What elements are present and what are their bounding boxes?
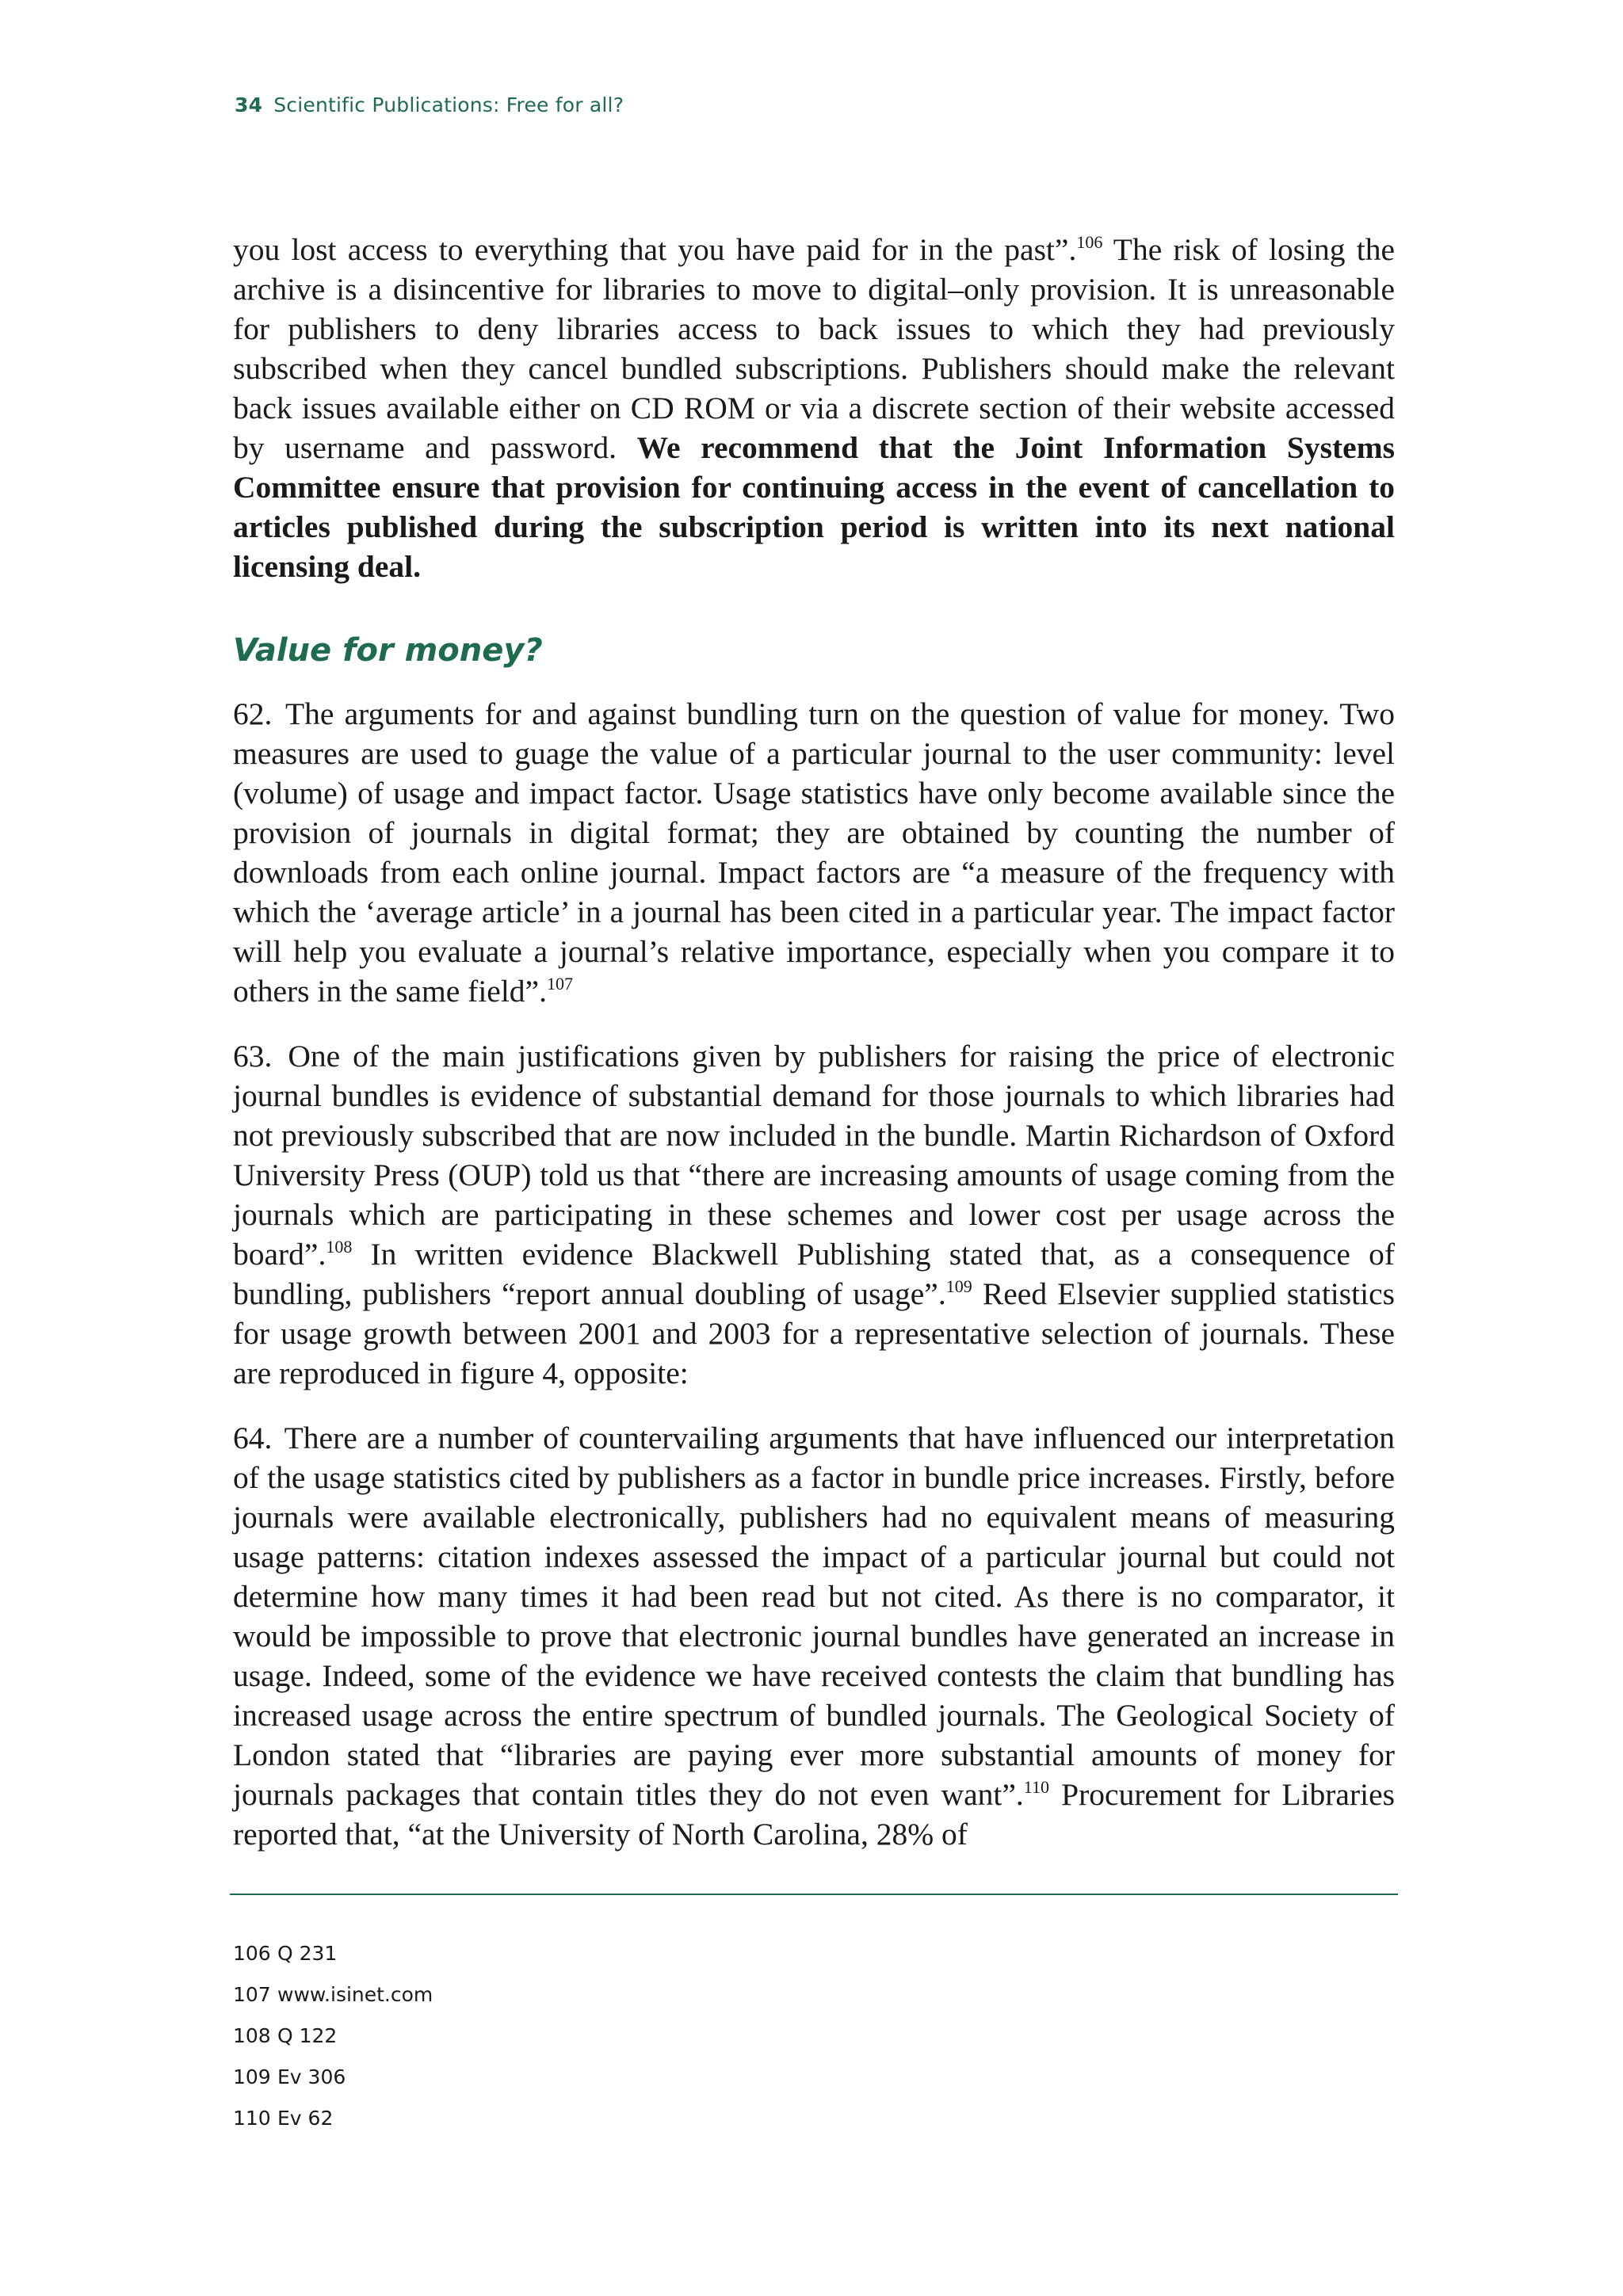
paragraph-number: 63.: [233, 1039, 273, 1074]
text-run: The risk of losing the archive is a disincentive for libraries to move to digital–only provision. It is unreasonable for publishers to deny libraries access to back issues to which they had previously subscribed when they cancel bundled subscriptions. Publishers should make the relevant back issues available either on CD ROM or via a discrete section of their website accessed by username and password.: [233, 232, 1395, 465]
footnote-ref-106[interactable]: 106: [1076, 232, 1103, 252]
footnote-number: 106: [233, 1942, 271, 1965]
paragraph-64: [233, 1418, 1395, 1854]
footnote-number: 110: [233, 2107, 271, 2130]
recommendation-bold: We recommend that the Joint Information Systems Committee ensure that provision for continuing access in the event of cancellation to articles published during the subscription period is written into its next national licensing deal.: [233, 430, 1395, 584]
text-run: One of the main justifications given by publishers for raising the price of electronic journal bundles is evidence of substantial demand for those journals to which libraries had not previously subscribed that are now included in the bundle. Martin Richardson of Oxford University Press (OUP) told us that “there are increasing amounts of usage coming from the journals which are participating in these schemes and lower cost per usage across the board”.: [233, 1039, 1396, 1272]
footnote-item: [233, 2098, 433, 2139]
document-title: Scientific Publications: Free for all?: [273, 93, 624, 116]
text-run: you lost access to everything that you have paid for in the past”.: [233, 232, 1077, 267]
paragraph-61-continued: [233, 230, 1395, 586]
paragraph-62: [233, 694, 1395, 1011]
footnote-ref-107[interactable]: 107: [546, 974, 573, 994]
text-run: Procurement for Libraries reported that, “at the University of North Carolina, 28% of: [233, 1777, 1395, 1852]
page-number: 34: [235, 93, 263, 116]
footnote-number: 107: [233, 1983, 271, 2006]
footnote-divider: [230, 1894, 1398, 1895]
section-heading-value-for-money: Value for money?: [233, 632, 543, 669]
paragraph-63: [233, 1036, 1395, 1393]
footnote-text[interactable]: www.isinet.com: [277, 1983, 433, 2006]
footnote-text: Q 231: [277, 1942, 338, 1965]
footnote-item: [233, 1933, 433, 1974]
paragraph-number: 64.: [233, 1421, 273, 1455]
text-run: The arguments for and against bundling turn on the question of value for money. Two measures are used to guage the value of a particular journal to the user community: level (volume) of usage and impact factor. Usage statistics have only become available since the provision of journals in digital format; they are obtained by counting the number of downloads from each online journal. Impact factors are “a measure of the frequency with which the ‘average article’ in a journal has been cited in a particular year. The impact factor will help you evaluate a journal’s relative importance, especially when you compare it to others in the same field”.: [233, 696, 1395, 1009]
footnote-ref-109[interactable]: 109: [945, 1276, 972, 1296]
footnote-item: [233, 1974, 433, 2016]
paragraph-number: 62.: [233, 696, 273, 731]
footnote-text: Ev 62: [277, 2107, 334, 2130]
footnote-text: Q 122: [277, 2024, 338, 2047]
text-run: In written evidence Blackwell Publishing stated that, as a consequence of bundling, publishers “report annual doubling of usage”.: [233, 1237, 1395, 1311]
footnote-number: 108: [233, 2024, 271, 2047]
footnote-item: [233, 2057, 433, 2098]
footnotes: [233, 1933, 433, 2139]
text-run: Reed Elsevier supplied statistics for usage growth between 2001 and 2003 for a representative selection of journals. These are reproduced in figure 4, opposite:: [233, 1276, 1395, 1390]
body-text: [233, 230, 1395, 1879]
footnote-ref-110[interactable]: 110: [1023, 1777, 1049, 1797]
text-run: There are a number of countervailing arguments that have influenced our interpretation of the usage statistics cited by publishers as a factor in bundle price increases. Firstly, before journals were available electronically, publishers had no equivalent means of measuring usage patterns: citation indexes assessed the impact of a particular journal but could not determine how many times it had been read but not cited. As there is no comparator, it would be impossible to prove that electronic journal bundles have generated an increase in usage. Indeed, some of the evidence we have received contests the claim that bundling has increased usage across the entire spectrum of bundled journals. The Geological Society of London stated that “libraries are paying ever more substantial amounts of money for journals packages that contain titles they do not even want”.: [233, 1421, 1395, 1812]
footnote-number: 109: [233, 2065, 271, 2088]
footnote-item: [233, 2016, 433, 2057]
footnote-text: Ev 306: [277, 2065, 346, 2088]
running-header: [235, 93, 624, 116]
footnote-ref-108[interactable]: 108: [326, 1237, 353, 1257]
